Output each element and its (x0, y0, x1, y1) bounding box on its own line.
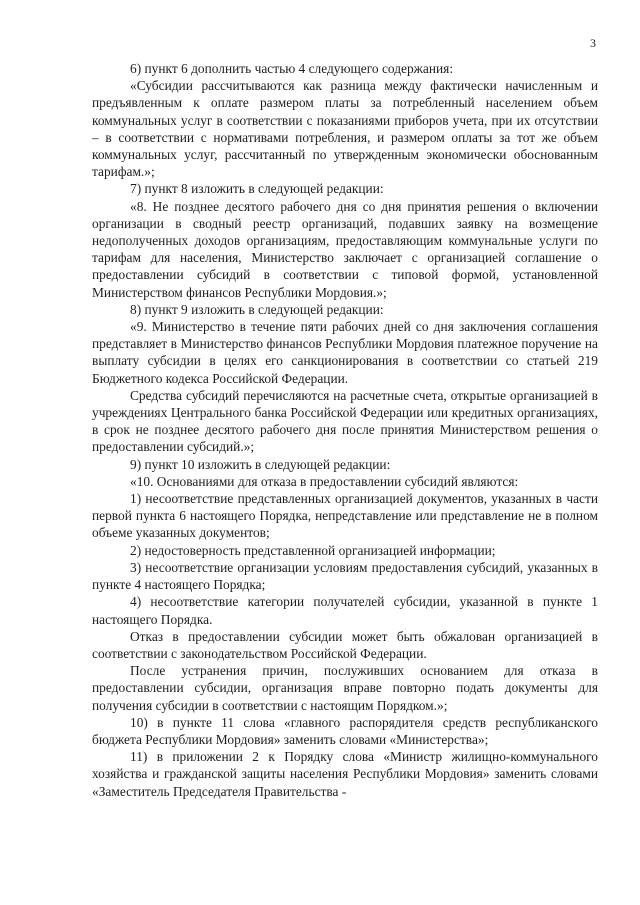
paragraph: 10) в пункте 11 слова «главного распорядителя средств республиканского бюджета Республики Мордовия» заменить словами «Министерства»; (92, 714, 598, 747)
page-number: 3 (590, 36, 596, 50)
paragraph: 8) пункт 9 изложить в следующей редакции: (130, 301, 384, 317)
paragraph: 6) пункт 6 дополнить частью 4 следующего содержания: (130, 61, 454, 76)
document-body (92, 60, 598, 800)
paragraph: «9. Министерство в течение пяти рабочих дней со дня заключения соглашения представляет в Министерство финансов Республики Мордовия платежное поручение на выплату субсидии в целях его санкционирования в соответствии со статьей 219 Бюджетного кодекса Российской Федерации. (92, 319, 598, 386)
paragraph: 2) недостоверность представленной организацией информации; (130, 542, 496, 558)
paragraph: 9) пункт 10 изложить в следующей редакции: (130, 456, 391, 472)
paragraph: 7) пункт 8 изложить в следующей редакции: (130, 181, 384, 197)
paragraph: «8. Не позднее десятого рабочего дня со дня принятия решения о включении организации в сводный реестр организаций, подавших заявку на возмещение недополученных доходов организациям, предоставляющим коммунальные услуги по тарифам для населения, Министерство заключает с организацией соглашение о предоставлении субсидий в соответствии с типовой формой, установленной Министерством финансов Республики Мордовия.»; (92, 198, 598, 300)
paragraph: 4) несоответствие категории получателей субсидии, указанной в пункте 1 настоящего Порядка. (92, 594, 598, 627)
paragraph: «Субсидии рассчитываются как разница между фактически начисленным и предъявленным к оплате размером платы за потребленный населением объем коммунальных услуг в соответствии с показаниями приборов учета, при их отсутствии – в соответствии с нормативами потребления, и размером оплаты за тот же объем коммунальных услуг, рассчитанный по утвержденным экономически обоснованным тарифам.»; (92, 78, 598, 180)
paragraph: «10. Основаниями для отказа в предоставлении субсидий являются: (130, 473, 519, 489)
paragraph: Средства субсидий перечисляются на расчетные счета, открытые организацией в учреждениях Центрального банка Российской Федерации или кредитных организациях, в срок не позднее десятого рабочего дня после принятия Министерством решения о предоставлении субсидий.»; (92, 387, 598, 455)
paragraph: Отказ в предоставлении субсидии может быть обжалован организацией в соответствии с законодательством Российской Федерации. (92, 628, 598, 661)
paragraph: 1) несоответствие представленных организацией документов, указанных в части первой пункта 6 настоящего Порядка, непредставление или представление не в полном объеме указанных документов; (92, 491, 598, 541)
paragraph: 3) несоответствие организации условиям предоставления субсидий, указанных в пункте 4 настоящего Порядка; (92, 559, 598, 593)
paragraph: 11) в приложении 2 к Порядку слова «Министр жилищно-коммунального хозяйства и гражданской защиты населения Республики Мордовия» заменить словами «Заместитель Председателя Правительства - (92, 749, 598, 799)
paragraph: После устранения причин, послуживших основанием для отказа в предоставлении субсидии, организация вправе повторно подать документы для получения субсидии в соответствии с настоящим Порядком.»; (92, 663, 598, 713)
